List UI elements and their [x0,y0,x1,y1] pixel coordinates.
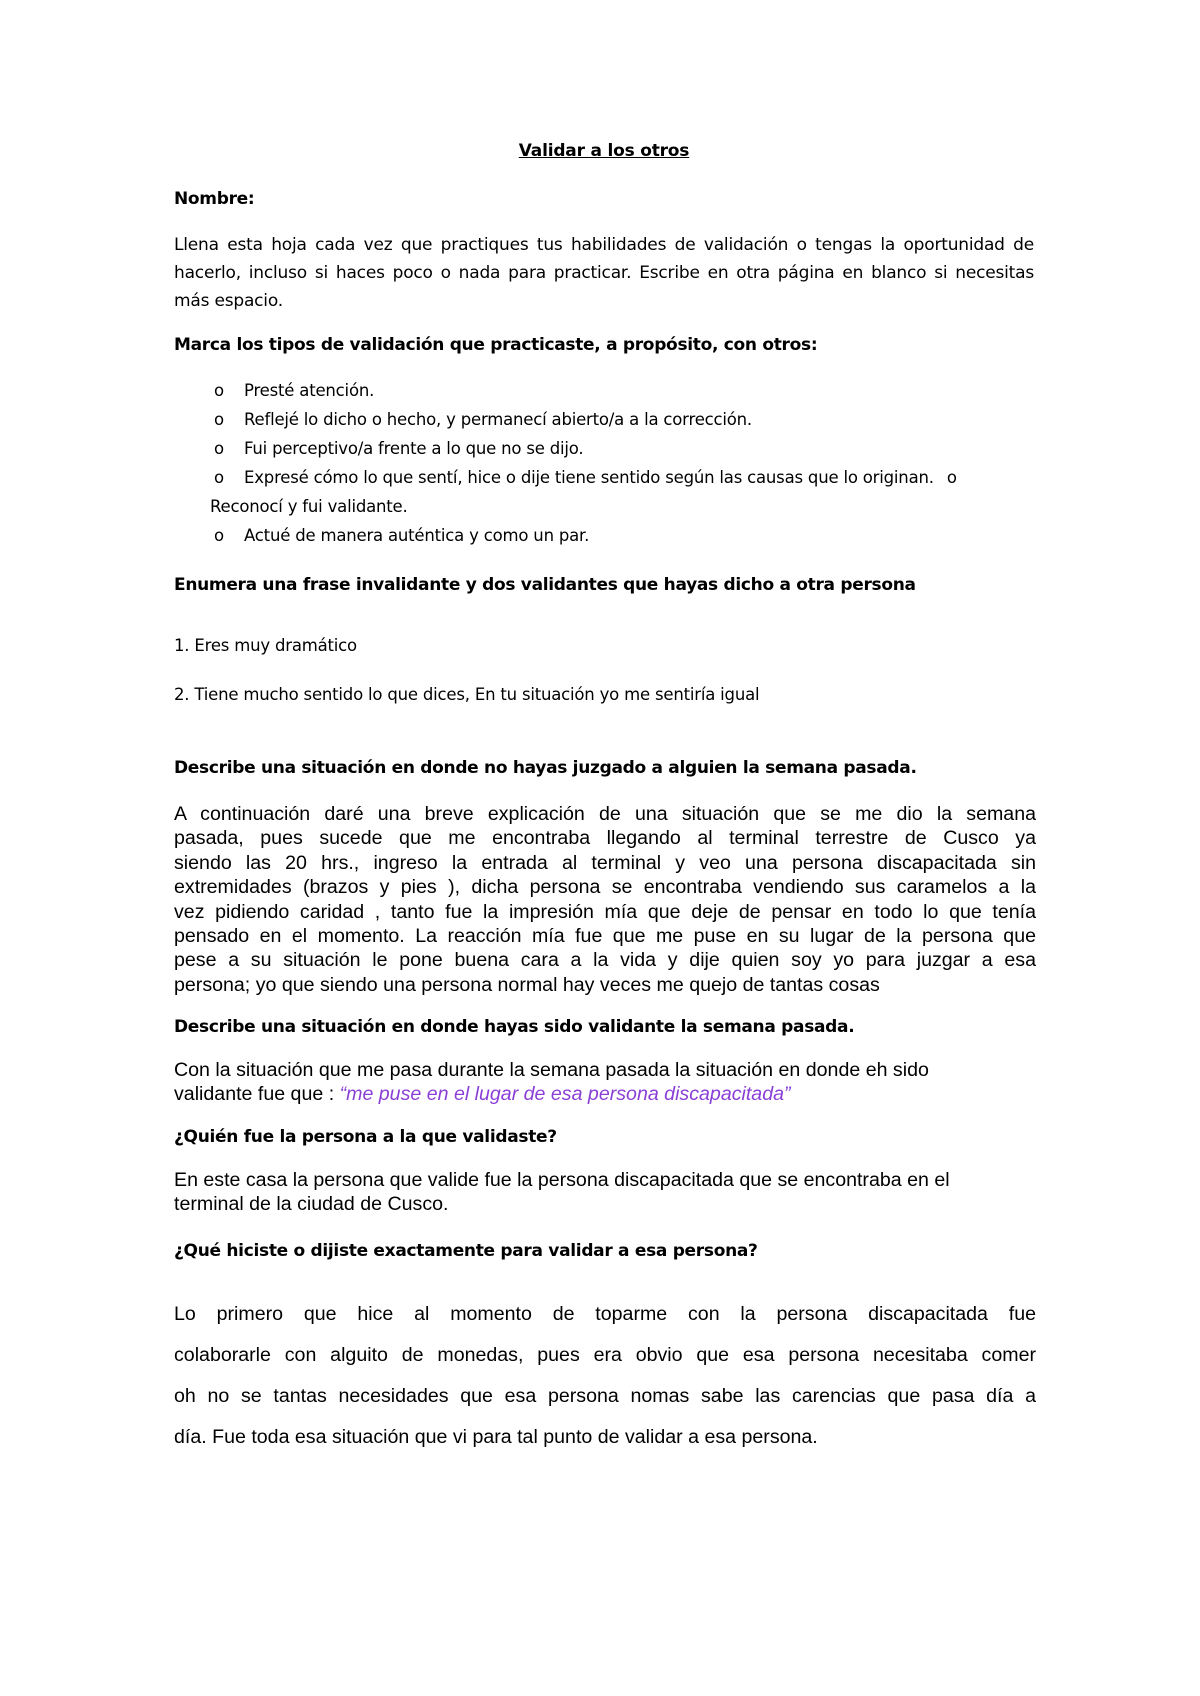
checkbox-bullet: o [214,439,224,458]
phrases-heading: Enumera una frase invalidante y dos validantes que hayas dicho a otra persona [174,575,916,595]
validation-types-checklist [174,376,1034,550]
what-paragraph [174,1294,1036,1458]
paragraph-line: oh no se tantas necesidades que esa persona nomas sabe las carencias que pasa día a [174,1385,1036,1407]
checkbox-bullet: o [214,468,224,487]
checkbox-bullet: o [214,410,224,429]
checklist-item-label: Actué de manera auténtica y como un par. [244,526,590,545]
intro-line: más espacio. [174,291,283,311]
checklist-item-label: Presté atención. [244,381,375,400]
intro-line: Llena esta hoja cada vez que practiques tus habilidades de validación o tengas la oportunidad de [174,235,1034,255]
checklist-item[interactable] [174,463,1034,492]
paragraph-line: terminal de la ciudad de Cusco. [174,1193,449,1216]
validating-quote: “me puse en el lugar de esa persona discapacitada” [339,1083,791,1106]
validating-heading: Describe una situación en donde hayas sido validante la semana pasada. [174,1017,855,1037]
paragraph-line: pese a su situación le pone buena cara a la vida y dije quien soy yo para juzgar a esa [174,949,1036,972]
paragraph-line: En este casa la persona que valide fue la persona discapacitada que se encontraba en el [174,1169,950,1191]
paragraph-line: pasada, pues sucede que me encontraba llegando al terminal terrestre de Cusco ya [174,827,1036,850]
paragraph-line [174,1082,1036,1106]
paragraph-line: colaborarle con alguito de monedas, pues era obvio que esa persona necesitaba comer [174,1344,1036,1366]
paragraph-line: Lo primero que hice al momento de toparme con la persona discapacitada fue [174,1303,1036,1325]
paragraph-line: siendo las 20 hrs., ingreso la entrada al terminal y veo una persona discapacitada sin [174,851,1036,874]
checklist-item[interactable] [174,521,1034,550]
paragraph-line: pensado en el momento. La reacción mía fue que me puse en su lugar de la persona que [174,925,1036,948]
intro-paragraph [174,231,1034,315]
intro-line: hacerlo, incluso si haces poco o nada para practicar. Escribe en otra página en blanco si necesitas [174,263,1034,283]
validation-types-heading: Marca los tipos de validación que practicaste, a propósito, con otros: [174,335,818,355]
no-judge-paragraph [174,802,1036,997]
paragraph-line: A continuación daré una breve explicación de una situación que se me dio la semana [174,803,1036,825]
validating-prefix: validante fue que : [174,1083,340,1106]
checklist-item[interactable] [174,405,1034,434]
checklist-item-label: Fui perceptivo/a frente a lo que no se dijo. [244,439,584,458]
checklist-item[interactable] [174,376,1034,405]
checklist-item-label: Expresé cómo lo que sentí, hice o dije tiene sentido según las causas que lo originan. [244,468,934,487]
validating-paragraph [174,1058,1036,1107]
checkbox-bullet: o [214,381,224,400]
checkbox-bullet: o [946,468,957,487]
who-paragraph [174,1168,1036,1217]
name-label: Nombre: [174,189,255,209]
paragraph-line: Con la situación que me pasa durante la semana pasada la situación en donde eh sido [174,1059,929,1081]
checklist-item[interactable] [174,434,1034,463]
checklist-item-label: Reconocí y fui validante. [210,497,408,516]
paragraph-line: vez pidiendo caridad , tanto fue la impresión mía que deje de pensar en todo lo que tenía [174,900,1036,923]
what-heading: ¿Qué hiciste o dijiste exactamente para validar a esa persona? [174,1241,758,1261]
invalidating-phrase: 1. Eres muy dramático [174,636,357,655]
document-title: Validar a los otros [518,141,690,161]
who-heading: ¿Quién fue la persona a la que validaste? [174,1127,557,1147]
checkbox-bullet: o [214,526,224,545]
paragraph-line: persona; yo que siendo una persona normal hay veces me quejo de tantas cosas [174,973,880,996]
no-judge-heading: Describe una situación en donde no hayas juzgado a alguien la semana pasada. [174,758,917,778]
validating-phrases: 2. Tiene mucho sentido lo que dices, En tu situación yo me sentiría igual [174,685,760,704]
checklist-item-label: Reflejé lo dicho o hecho, y permanecí abierto/a a la corrección. [244,410,752,429]
paragraph-line: extremidades (brazos y pies ), dicha persona se encontraba vendiendo sus caramelos a la [174,876,1036,899]
paragraph-line: día. Fue toda esa situación que vi para tal punto de validar a esa persona. [174,1426,818,1448]
checklist-item[interactable] [174,492,1034,521]
